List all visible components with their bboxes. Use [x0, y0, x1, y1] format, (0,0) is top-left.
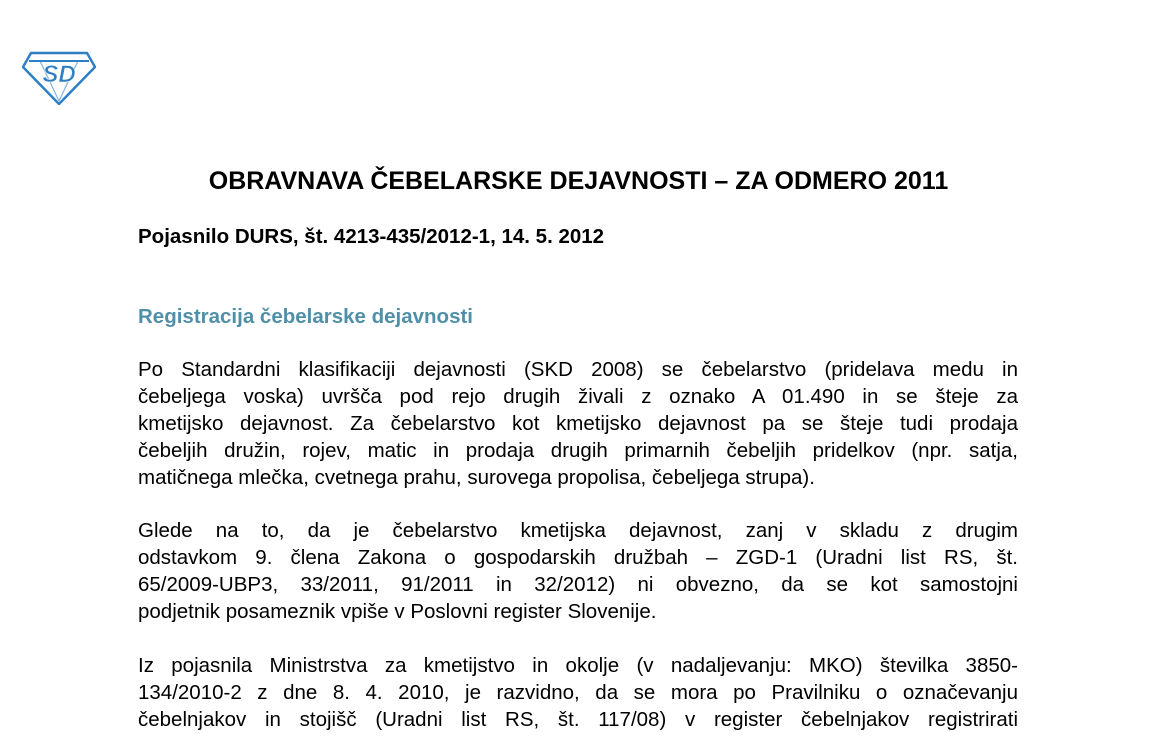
logo-lettering: SD — [42, 61, 76, 88]
document-subtitle: Pojasnilo DURS, št. 4213-435/2012-1, 14. 5. 2012 — [138, 225, 605, 248]
paragraph-3 — [138, 652, 1018, 733]
paragraph-line: čebelnjakov in stojišč (Uradni list RS, št. 117/08) v register čebelnjakov registrirati — [138, 708, 1018, 731]
paragraph-line: 134/2010-2 z dne 8. 4. 2010, je razvidno, da se mora po Pravilniku o označevanju — [138, 681, 1018, 704]
diamond-shield-icon — [23, 53, 95, 104]
paragraph-line: podjetnik posameznik vpiše v Poslovni register Slovenije. — [138, 600, 657, 623]
paragraph-line: Glede na to, da je čebelarstvo kmetijska dejavnost, zanj v skladu z drugim — [138, 519, 1018, 542]
paragraph-line: odstavkom 9. člena Zakona o gospodarskih družbah – ZGD-1 (Uradni list RS, št. — [138, 546, 1018, 569]
paragraph-line: matičnega mlečka, cvetnega prahu, surovega propolisa, čebeljega strupa). — [138, 466, 815, 489]
paragraph-line: 65/2009-UBP3, 33/2011, 91/2011 in 32/2012) ni obvezno, da se kot samostojni — [138, 573, 1018, 596]
paragraph-2 — [138, 517, 1018, 625]
paragraph-line: kmetijsko dejavnost. Za čebelarstvo kot kmetijsko dejavnost pa se šteje tudi prodaja — [138, 412, 1018, 435]
paragraph-line: Po Standardni klasifikaciji dejavnosti (SKD 2008) se čebelarstvo (pridelava medu in — [138, 358, 1018, 381]
paragraph-line: čebeljih družin, rojev, matic in prodaja drugih primarnih čebeljih pridelkov (npr. satja, — [138, 439, 1018, 462]
section-heading: Registracija čebelarske dejavnosti — [138, 305, 474, 328]
paragraph-line: Iz pojasnila Ministrstva za kmetijstvo in okolje (v nadaljevanju: MKO) številka 3850- — [138, 654, 1018, 677]
paragraph-line: čebeljega voska) uvršča pod rejo drugih živali z oznako A 01.490 in se šteje za — [138, 385, 1018, 408]
document-title: OBRAVNAVA ČEBELARSKE DEJAVNOSTI – ZA ODMERO 2011 — [208, 167, 949, 195]
company-logo — [22, 51, 96, 105]
paragraph-1 — [138, 356, 1018, 491]
